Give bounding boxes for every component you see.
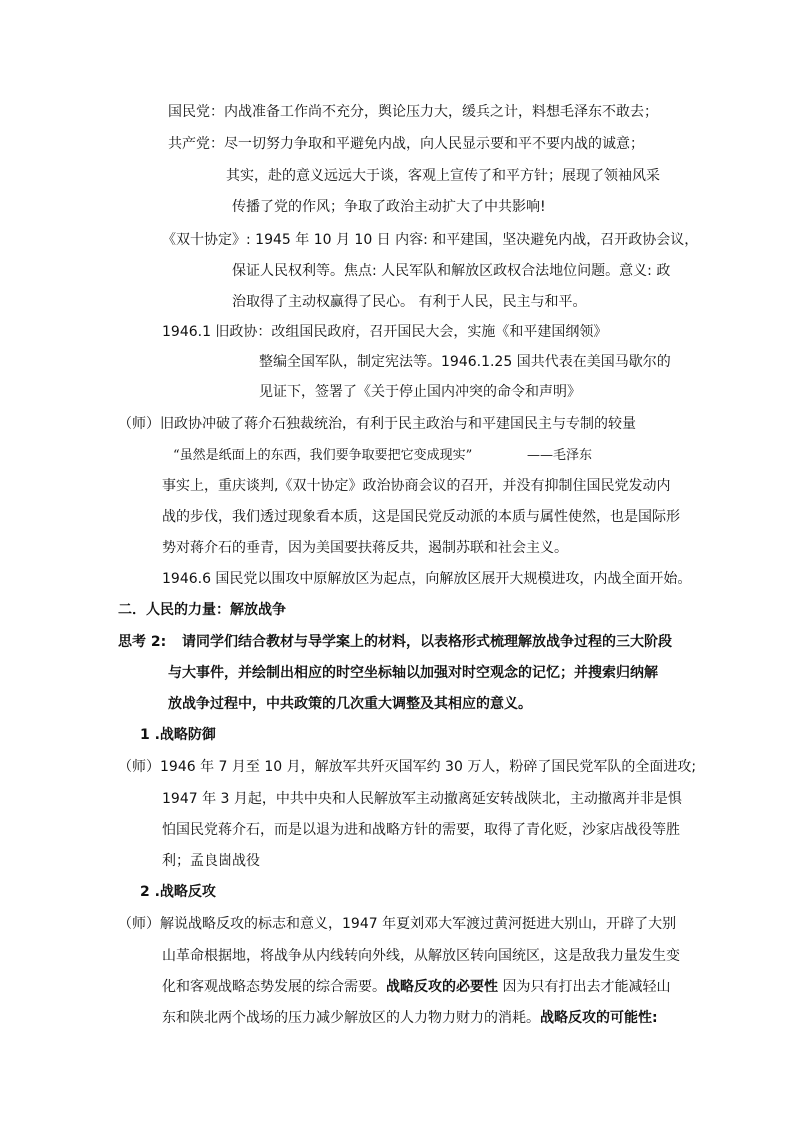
text-segment: 化和客观战略态势发展的综合需要。: [162, 979, 386, 995]
text-line: 保证人民权利等。焦点: 人民军队和解放区政权合法地位问题。意义: 政: [232, 263, 671, 279]
question-text: 请同学们结合教材与导学案上的材料，以表格形式梳理解放战争过程的三大阶段: [182, 634, 672, 650]
text-line: 国民党：内战准备工作尚不充分，舆论压力大，缓兵之计，料想毛泽东不敢去；: [168, 104, 658, 120]
text-line: 利；孟良崮战役: [162, 853, 260, 869]
quote-attribution: ——毛泽东: [527, 448, 593, 463]
text-line: [162, 977, 670, 997]
text-line: （师）旧政协冲破了蒋介石独裁统治，有利于民主政治与和平建国民主与专制的较量: [118, 416, 636, 432]
question-text: 与大事件，并绘制出相应的时空坐标轴以加强对时空观念的记忆；并搜索归纳解: [168, 665, 658, 681]
text-line: [162, 1008, 658, 1028]
text-line: 治取得了主动权赢得了民心。 有利于人民，民主与和平。: [232, 294, 587, 310]
text-line: 1946.1 旧政协：改组国民政府，召开国民大会，实施《和平建国纲领》: [162, 324, 608, 340]
text-line: 战的步伐，我们透过现象看本质，这是国民党反动派的本质与属性使然，也是国际形: [162, 509, 680, 525]
text-line: 共产党：尽一切努力争取和平避免内战，向人民显示要和平不要内战的诚意；: [168, 136, 644, 152]
text-line: 势对蒋介石的垂青，因为美国要扶蒋反共，遏制苏联和社会主义。: [162, 540, 568, 556]
text-line: （师）1946 年 7 月至 10 月，解放军共歼灭国军约 30 万人，粉碎了国民党军队的全面进攻;: [118, 759, 697, 775]
text-line: 传播了党的作风；争取了政治主动扩大了中共影响!: [232, 199, 546, 215]
emphasis-text: 战略反攻的可能性:: [540, 1010, 658, 1026]
section-heading: 二．人民的力量：解放战争: [118, 602, 286, 618]
subsection-heading: 1 .战略防御: [140, 727, 216, 743]
question-text: 放战争过程中，中共政策的几次重大调整及其相应的意义。: [168, 696, 532, 712]
text-line: 1946.6 国民党以围攻中原解放区为起点，向解放区展开大规模进攻，内战全面开始。: [162, 571, 692, 587]
text-line: 山革命根据地，将战争从内线转向外线，从解放区转向国统区，这是敌我力量发生变: [162, 948, 680, 964]
question-label: 思考 2:: [118, 634, 167, 650]
emphasis-text: 战略反攻的必要性: [386, 979, 498, 995]
text-line: 事实上，重庆谈判,《双十协定》政治协商会议的召开，并没有抑制住国民党发动内: [162, 478, 671, 494]
text-line: （师）解说战略反攻的标志和意义，1947 年夏刘邓大军渡过黄河挺进大别山，开辟了大别: [118, 916, 677, 932]
text-line: 见证下，签署了《关于停止国内冲突的命令和声明》: [259, 384, 581, 400]
text-line: 整编全国军队，制定宪法等。1946.1.25 国共代表在美国马歇尔的: [259, 354, 671, 370]
text-segment: 因为只有打出去才能减轻山: [498, 979, 671, 995]
text-segment: 东和陕北两个战场的压力减少解放区的人力物力财力的消耗。: [162, 1010, 540, 1026]
subsection-heading: 2 .战略反攻: [140, 884, 216, 900]
text-line: 1947 年 3 月起，中共中央和人民解放军主动撤离延安转战陕北，主动撤离并非是惧: [162, 791, 682, 807]
quote-line: “虽然是纸面上的东西，我们要争取要把它变成现实”: [173, 448, 473, 463]
text-line: 其实，赴的意义远远大于谈，客观上宣传了和平方针；展现了领袖风采: [226, 168, 660, 184]
text-line: 怕国民党蒋介石，而是以退为进和战略方针的需要，取得了青化贬，沙家店战役等胜: [162, 822, 680, 838]
text-line: 《双十协定》: 1945 年 10 月 10 日 内容: 和平建国，坚决避免内战，召开政协会议，: [162, 232, 699, 248]
